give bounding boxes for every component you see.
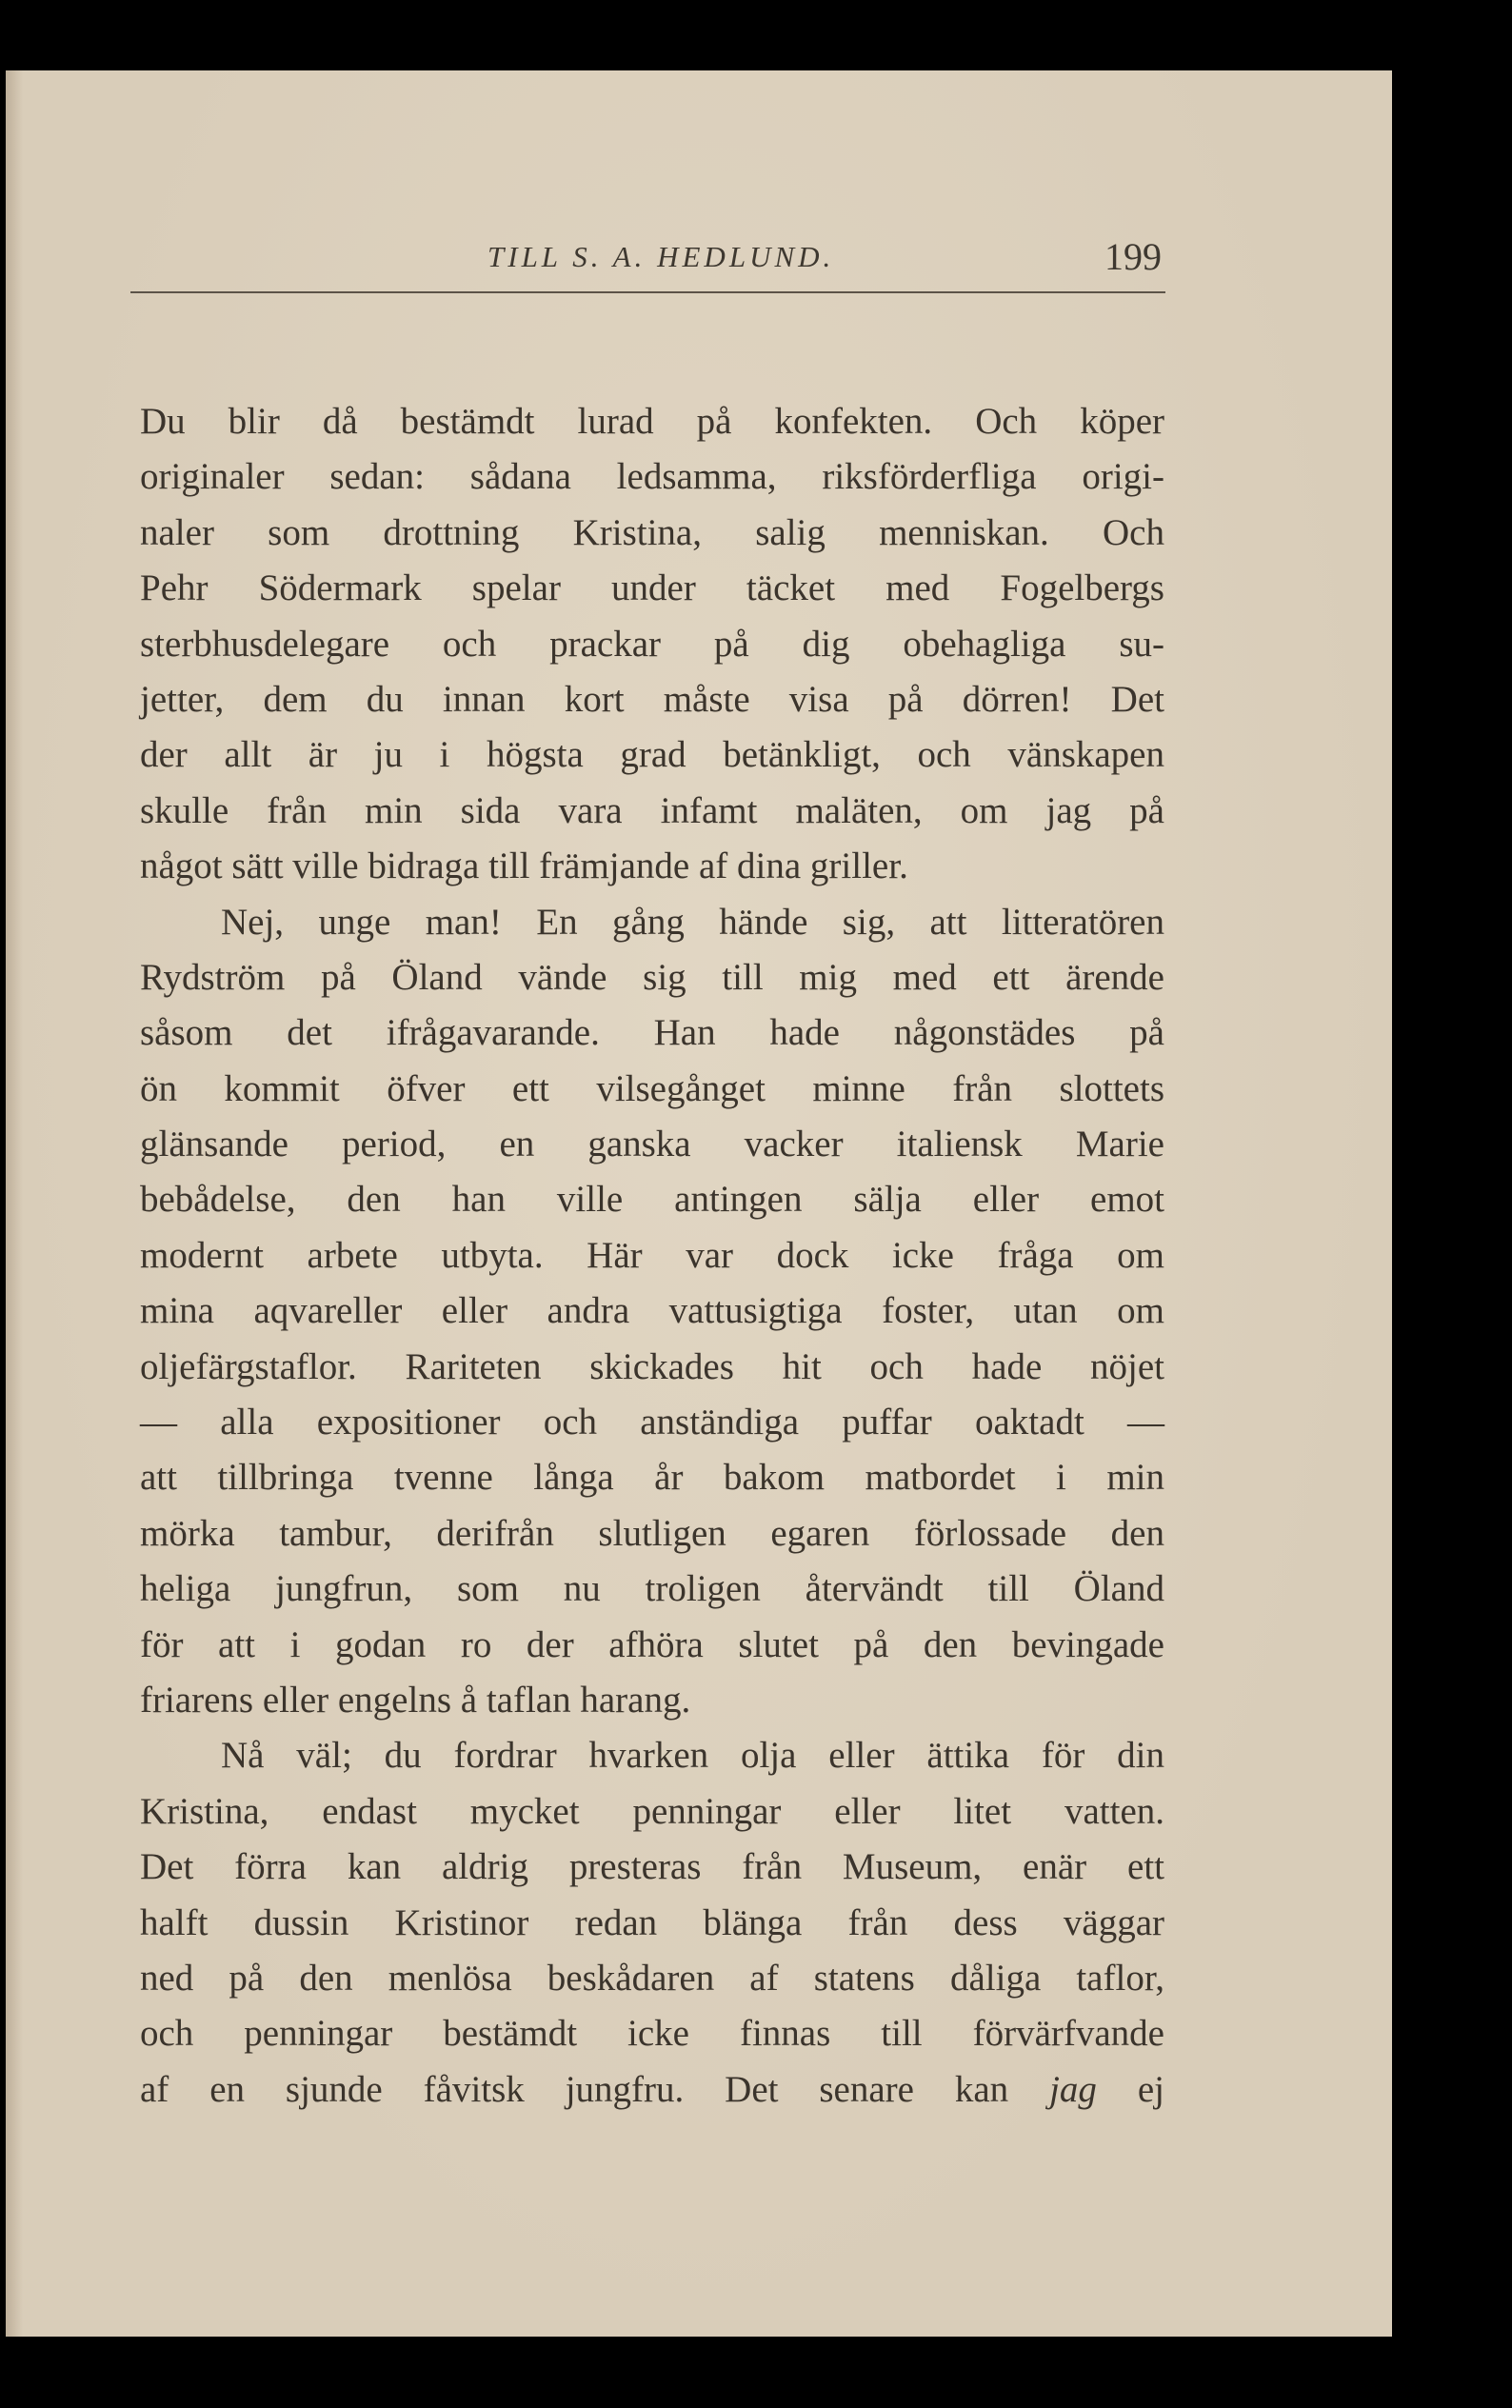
text-line: heliga jungfrun, som nu troligen återvändt till Öland [140,1568,1164,1610]
text-line: såsom det ifrågavarande. Han hade någonstädes på [140,1012,1164,1054]
text-line: Pehr Södermark spelar under täcket med Fogelbergs [140,567,1164,609]
text-line: och penningar bestämdt icke finnas till förvärfvande [140,2013,1164,2055]
italic-emphasis: jag [1049,2068,1097,2110]
text-line: glänsande period, en ganska vacker italiensk Marie [140,1124,1164,1165]
text-line: jetter, dem du innan kort måste visa på dörren! Det [140,678,1164,720]
running-head [130,234,1165,293]
final-line-end: ej [1096,2068,1164,2110]
page-number: 199 [1104,235,1162,278]
text-line: bebådelse, den han ville antingen sälja eller emot [140,1179,1164,1221]
text-line: sterbhusdelegare och prackar på dig obehagliga su- [140,623,1164,665]
text-line: oljefärgstaflor. Rariteten skickades hit och hade nöjet [140,1345,1164,1387]
text-line: ön kommit öfver ett vilsegånget minne från slottets [140,1067,1164,1109]
running-title: TILL S. A. HEDLUND. [487,240,835,273]
text-line-final [140,2062,1164,2118]
text-line: mina aqvareller eller andra vattusigtiga foster, utan om [140,1290,1164,1332]
text-line: originaler sedan: sådana ledsamma, riksförderfliga origi- [140,456,1164,498]
text-line: halft dussin Kristinor redan blänga från dess väggar [140,1901,1164,1943]
text-line: modernt arbete utbyta. Här var dock icke fråga om [140,1234,1164,1276]
text-line: ned på den menlösa beskådaren af statens dåliga taflor, [140,1957,1164,1999]
text-line: — alla expositioner och anständiga puffar oaktadt — [140,1402,1164,1443]
body-text [140,394,1164,2118]
text-line: något sätt ville bidraga till främjande af dina griller. [140,846,908,887]
text-line: friarens eller engelns å taflan harang. [140,1679,691,1721]
paragraph-start-line: Nå väl; du fordrar hvarken olja eller ättika för din [221,1735,1164,1777]
text-line: Det förra kan aldrig presteras från Museum, enär ett [140,1846,1164,1888]
text-line: naler som drottning Kristina, salig menniskan. Och [140,511,1164,553]
text-line: att tillbringa tvenne långa år bakom matbordet i min [140,1457,1164,1499]
book-page [6,70,1392,2337]
text-line: för att i godan ro der afhöra slutet på den bevingade [140,1623,1164,1665]
text-line: Kristina, endast mycket penningar eller litet vatten. [140,1790,1164,1832]
text-line: Rydström på Öland vände sig till mig med ett ärende [140,956,1164,998]
text-line: skulle från min sida vara infamt maläten, om jag på [140,789,1164,831]
final-line-start: af en sjunde fåvitsk jungfru. Det senare kan [140,2068,1050,2110]
paragraph-start-line: Nej, unge man! En gång hände sig, att litteratören [221,901,1164,943]
text-line: mörka tambur, derifrån slutligen egaren förlossade den [140,1512,1164,1554]
text-line: der allt är ju i högsta grad betänkligt, och vänskapen [140,734,1164,776]
text-line: Du blir då bestämdt lurad på konfekten. Och köper [140,401,1164,442]
